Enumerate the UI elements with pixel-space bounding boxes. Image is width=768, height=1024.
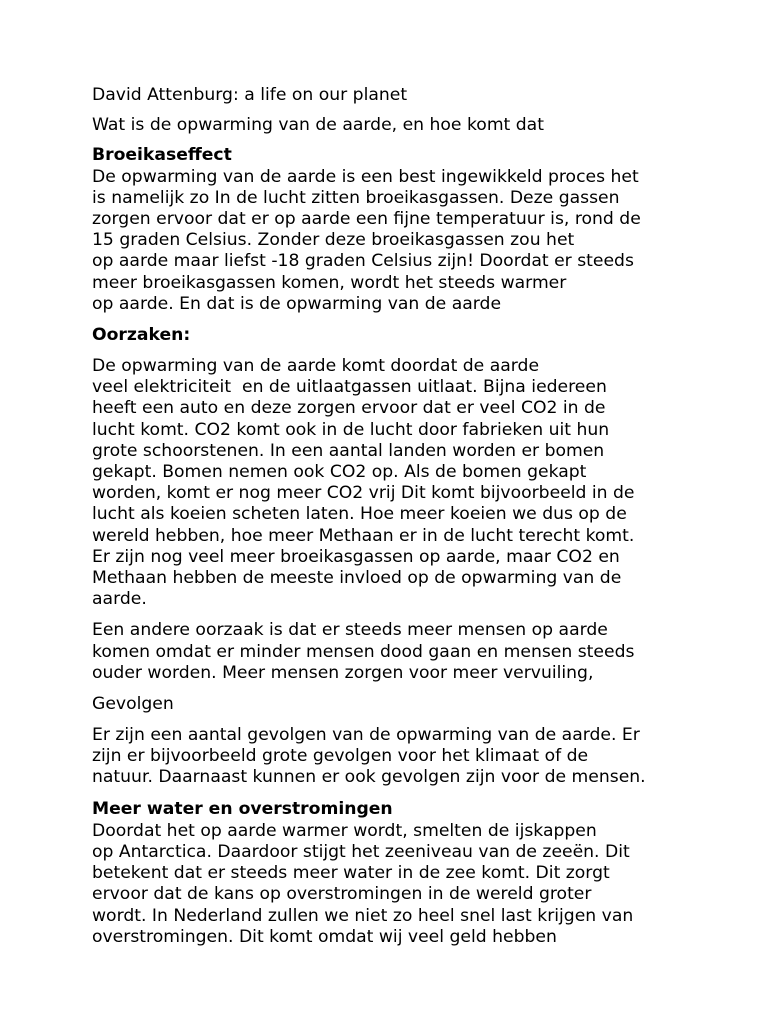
section-broeikaseffect [92, 145, 692, 315]
paragraph-line: op aarde maar liefst -18 graden Celsius zijn! Doordat er steeds [92, 251, 634, 272]
paragraph-line: 15 graden Celsius. Zonder deze broeikasgassen zou het [92, 230, 575, 251]
paragraph-line: lucht komt. CO2 komt ook in de lucht door fabrieken uit hun [92, 419, 610, 440]
document-subtitle: Wat is de opwarming van de aarde, en hoe komt dat [92, 115, 544, 136]
paragraph-line: aarde. [92, 589, 147, 610]
paragraph-line: op aarde. En dat is de opwarming van de aarde [92, 293, 502, 314]
document-title: David Attenburg: a life on our planet [92, 85, 408, 105]
section-heading: Broeikaseffect [92, 145, 232, 166]
paragraph-line: Een andere oorzaak is dat er steeds meer mensen op aarde [92, 620, 608, 641]
paragraph-line: betekent dat er steeds meer water in de zee komt. Dit zorgt [92, 863, 610, 884]
paragraph-line: heeft een auto en deze zorgen ervoor dat er veel CO2 in de [92, 398, 606, 419]
paragraph-line: wordt. In Nederland zullen we niet zo heel snel last krijgen van [92, 905, 634, 926]
paragraph-line: meer broeikasgassen komen, wordt het steeds warmer [92, 272, 567, 293]
paragraph-line: Er zijn nog veel meer broeikasgassen op aarde, maar CO2 en [92, 546, 620, 567]
paragraph-line: lucht als koeien scheten laten. Hoe meer koeien we dus op de [92, 504, 627, 525]
section-water [92, 799, 692, 948]
paragraph-line: De opwarming van de aarde is een best ingewikkeld proces het [92, 166, 639, 187]
paragraph-line: natuur. Daarnaast kunnen er ook gevolgen zijn voor de mensen. [92, 767, 646, 788]
section-heading: Gevolgen [92, 693, 174, 714]
document-body [92, 85, 692, 948]
paragraph-line: veel elektriciteit en de uitlaatgassen uitlaat. Bijna iedereen [92, 377, 607, 398]
paragraph-line: komen omdat er minder mensen dood gaan en mensen steeds [92, 641, 635, 662]
paragraph-line: zorgen ervoor dat er op aarde een fijne temperatuur is, rond de [92, 208, 641, 229]
paragraph-line: Er zijn een aantal gevolgen van de opwarming van de aarde. Er [92, 725, 640, 746]
paragraph-line: De opwarming van de aarde komt doordat de aarde [92, 356, 540, 377]
paragraph-line: Methaan hebben de meeste invloed op de opwarming van de [92, 567, 622, 588]
paragraph-line: Doordat het op aarde warmer wordt, smelten de ijskappen [92, 820, 597, 841]
paragraph-line: grote schoorstenen. In een aantal landen worden er bomen [92, 440, 605, 461]
paragraph-line: wereld hebben, hoe meer Methaan er in de lucht terecht komt. [92, 525, 635, 546]
section-heading: Oorzaken: [92, 324, 191, 345]
paragraph-line: ouder worden. Meer mensen zorgen voor meer vervuiling, [92, 662, 594, 683]
paragraph-line: gekapt. Bomen nemen ook CO2 op. Als de bomen gekapt [92, 462, 587, 482]
section-oorzaken [92, 325, 692, 684]
paragraph-line: zijn er bijvoorbeeld grote gevolgen voor het klimaat of de [92, 746, 589, 767]
paragraph-line: is namelijk zo In de lucht zitten broeikasgassen. Deze gassen [92, 187, 620, 208]
section-heading: Meer water en overstromingen [92, 798, 393, 819]
paragraph-line: worden, komt er nog meer CO2 vrij Dit komt bijvoorbeeld in de [92, 483, 635, 504]
paragraph-line: op Antarctica. Daardoor stijgt het zeeniveau van de zeeën. Dit [92, 842, 630, 862]
paragraph-line: ervoor dat de kans op overstromingen in de wereld groter [92, 884, 592, 905]
paragraph-line: overstromingen. Dit komt omdat wij veel geld hebben [92, 926, 557, 947]
section-gevolgen [92, 694, 692, 789]
